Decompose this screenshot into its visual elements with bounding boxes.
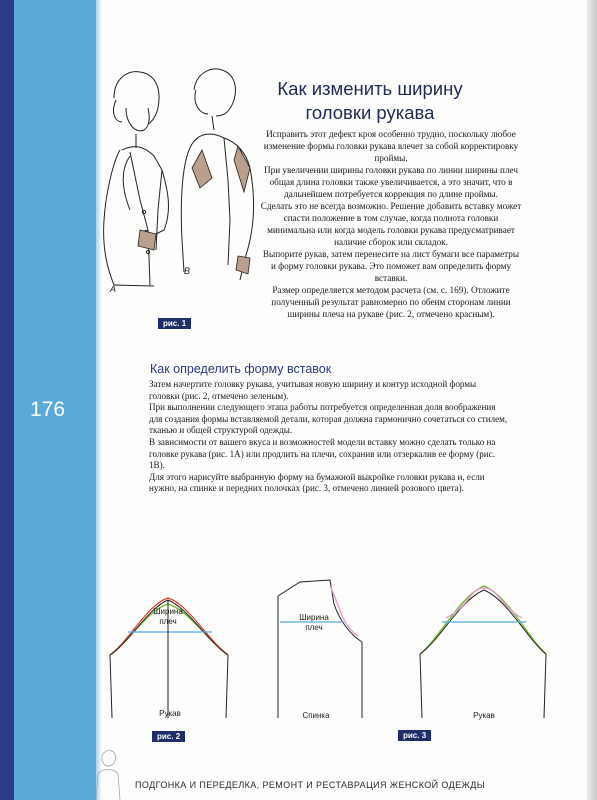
intro-paragraph: Выпорите рукав, затем перенесите на лист бумаги все параметры и форму головки рукава. Это поможет вам определить форму вставки. <box>262 249 520 283</box>
fig3-sleeve-sides <box>420 654 546 718</box>
body-paragraph: Для этого нарисуйте выбранную форму на бумажной выкройке головки рукава и, если нужно, на спинке и передних полочках (рис. 3, отмечено линией розового цвета). <box>149 471 485 494</box>
body-text <box>149 379 509 495</box>
body-paragraph: Затем начертите головку рукава, учитывая новую ширину и контур исходной формы головки (рис. 2, отмечено зеленым). <box>149 379 477 401</box>
back-pink-line <box>330 586 358 636</box>
intro-paragraph: Размер определяется методом расчета (см. с. 169). Отложите полученный результат равномерно по обеим сторонам линии ширины плеча на рукаве (рис. 2, отмечено красным). <box>271 285 511 319</box>
page-spine-shadow <box>587 0 597 800</box>
fig3-green-cap <box>420 586 546 654</box>
back-pattern <box>278 580 362 718</box>
fig2-label: рис. 2 <box>152 731 185 742</box>
intro-paragraph: Исправить этот дефект кроя особенно трудно, поскольку любое изменение формы головки рукава влечет за собой корректировку проймы. <box>263 129 519 163</box>
body-paragraph: В зависимости от вашего вкуса и возможностей модели вставку можно сделать только на головке рукава (рис. 1А) или продлить на плечи, сохранив или отзеркалив ее форму (рис. 1В). <box>149 436 496 471</box>
insert-shape-right <box>234 146 250 192</box>
fig1-illustration <box>100 60 270 335</box>
fig1-label: рис. 1 <box>158 318 191 329</box>
section-heading: Как определить форму вставок <box>150 362 332 376</box>
fig3-pink-line <box>446 588 522 618</box>
intro-paragraph: При увеличении ширины головки рукава по линии ширины плеч общая длина головки также увеличивается, а это значит, что в дальнейшем потребуется коррекция по длине проймы. <box>263 165 518 199</box>
page-number: 176 <box>30 398 66 421</box>
fig3-sleeve-label: Рукав <box>473 711 495 720</box>
fig3-pattern <box>270 576 550 722</box>
title-line-1: Как изменить ширину <box>277 78 463 99</box>
back-shoulder-word1: Ширина <box>299 613 329 622</box>
shoulder-label-word1: Ширина <box>153 607 183 616</box>
fig3-label: рис. 3 <box>398 730 431 741</box>
page-footer: ПОДГОНКА И ПЕРЕДЕЛКА, РЕМОНТ И РЕСТАВРАЦИЯ ЖЕНСКОЙ ОДЕЖДЫ <box>135 780 486 790</box>
cuff-shape-a <box>138 230 156 250</box>
title-line-2: головки рукава <box>305 102 435 123</box>
sleeve-label: Рукав <box>159 709 181 718</box>
woman-a-drawing <box>104 72 169 286</box>
edge-band <box>0 0 14 800</box>
intro-text <box>260 128 522 320</box>
back-label: Спинка <box>302 711 330 720</box>
fig1-marker-b: B <box>184 266 191 276</box>
intro-paragraph: Сделать это не всегда возможно. Решение добавить вставку может спасти положение в том случае, когда полнота головки минимальна или когда модель головки рукава предусматривает наличие сборок или складок. <box>260 201 522 247</box>
fig2-sleeve-pattern <box>108 580 238 720</box>
body-paragraph: При выполнении следующего этапа работы потребуется определенная доля воображения для создания формы вставляемой детали, которая должна гармонично сочетаться со стилем, тканью и общей структурой одежды. <box>149 402 508 436</box>
footer-woman-icon <box>88 744 128 800</box>
back-shoulder-word2: плеч <box>305 623 323 632</box>
insert-shape-left <box>192 150 212 188</box>
shoulder-label-word2: плеч <box>159 617 177 626</box>
fig1-marker-a: A <box>110 284 117 294</box>
page-title <box>270 77 470 125</box>
cuff-shape <box>236 256 250 274</box>
